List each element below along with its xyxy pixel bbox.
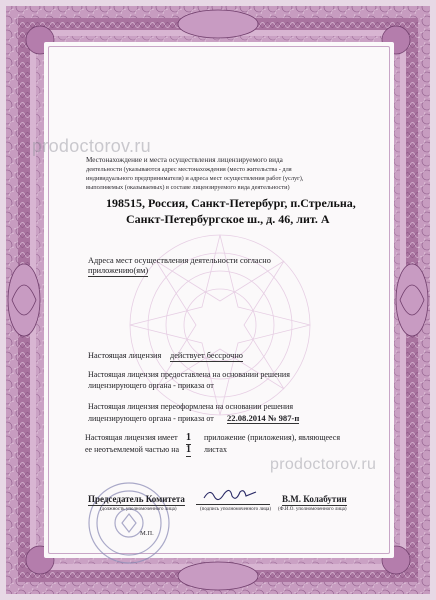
appendix-count: 1 <box>186 432 191 443</box>
appendix-middle: приложение (приложения), являющееся <box>204 433 341 442</box>
handwritten-signature <box>200 484 260 506</box>
appendix-sheets-count: 1 <box>186 444 191 455</box>
reissue-order-number: 22.08.2014 № 987-п <box>227 413 300 423</box>
watermark-bottom: prodoctorov.ru <box>270 456 377 473</box>
signature-line <box>196 504 270 505</box>
validity-label: Настоящая лицензия <box>88 351 162 360</box>
validity-value: действует бессрочно <box>170 351 243 360</box>
appendix-prefix: Настоящая лицензия имеет <box>85 433 178 442</box>
address-line2: Санкт-Петербургское ш., д. 46, лит. А <box>126 212 330 226</box>
watermark-top: prodoctorov.ru <box>32 136 151 156</box>
rosette-ornament <box>120 225 320 425</box>
activity-heading-line3: индивидуального предпринимателя) и адреса мест осуществления работ (услуг), <box>86 175 304 182</box>
mp-label: М.П. <box>140 530 154 537</box>
signatory-name: В.М. Колабутин <box>282 494 347 504</box>
appendix-line2-prefix: ее неотъемлемой частью на <box>85 445 180 454</box>
appendix-line2-suffix: листах <box>204 445 227 454</box>
activity-heading-line2: деятельности (указываются адрес местонахождения (место жительства - для <box>86 166 292 173</box>
granted-line2: лицензирующего органа - приказа от <box>88 381 214 390</box>
name-caption: (Ф.И.О. уполномоченного лица) <box>278 507 347 512</box>
reissued-line2-prefix: лицензирующего органа - приказа от <box>88 414 214 423</box>
position-caption: (должность уполномоченного лица) <box>100 507 177 512</box>
granted-line1: Настоящая лицензия предоставлена на основании решения <box>88 370 290 379</box>
activity-heading-line4: выполняемых (оказываемых) в составе лицензируемого вида деятельности) <box>86 184 290 191</box>
reissued-line1: Настоящая лицензия переоформлена на основании решения <box>88 402 294 411</box>
signatory-position: Председатель Комитета <box>88 494 185 504</box>
official-stamp <box>84 478 174 568</box>
address-line1: 198515, Россия, Санкт-Петербург, п.Стрельна, <box>106 196 356 210</box>
locations-line1: Адреса мест осуществления деятельности согласно <box>88 256 271 265</box>
activity-heading-line1: Местонахождение и места осуществления лицензируемого вида <box>86 156 283 164</box>
sign-caption: (подпись уполномоченного лица) <box>200 507 272 512</box>
locations-line2: приложению(ям) <box>88 266 149 275</box>
